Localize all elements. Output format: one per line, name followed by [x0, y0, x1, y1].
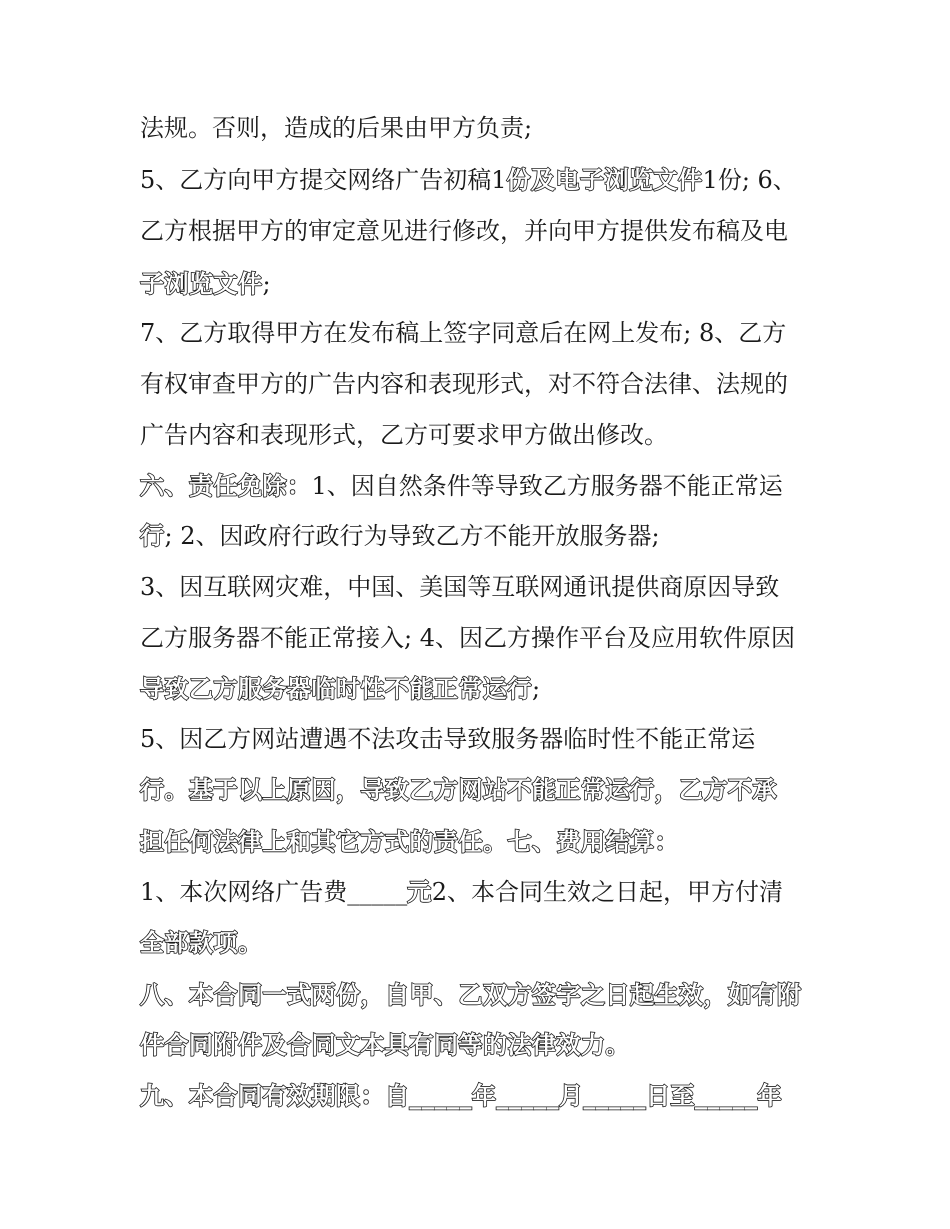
text-line: 九、本合同有效期限：自_____年_____月_____日至_____年: [140, 1082, 782, 1110]
text-line: 法规。否则，造成的后果由甲方负责;: [140, 114, 533, 142]
text-line: 1、本次网络广告费_____元2、本合同生效之日起，甲方付清: [140, 878, 784, 906]
text-line: 7、乙方取得甲方在发布稿上签字同意后在网上发布; 8、乙方: [140, 319, 787, 347]
text-line: 行。基于以上原因，导致乙方网站不能正常运行，乙方不承: [140, 776, 777, 804]
text-line: 3、因互联网灾难，中国、美国等互联网通讯提供商原因导致: [140, 573, 780, 601]
text-line: 六、责任免除：1、因自然条件等导致乙方服务器不能正常运: [140, 472, 783, 500]
text-line: 担任何法律上和其它方式的责任。七、费用结算：: [140, 828, 679, 856]
text-line: 乙方服务器不能正常接入; 4、因乙方操作平台及应用软件原因: [140, 624, 795, 652]
text-line: 导致乙方服务器临时性不能正常运行;: [140, 675, 541, 703]
text-line: 广告内容和表现形式，乙方可要求甲方做出修改。: [140, 421, 668, 449]
text-line: 5、因乙方网站遭遇不法攻击导致服务器临时性不能正常运: [140, 725, 756, 753]
text-line: 有权审查甲方的广告内容和表现形式，对不符合法律、法规的: [140, 370, 788, 398]
text-line: 八、本合同一式两份，自甲、乙双方签字之日起生效，如有附: [140, 981, 802, 1009]
text-line: 件合同附件及合同文本具有同等的法律效力。: [140, 1031, 630, 1059]
text-line: 5、乙方向甲方提交网络广告初稿1份及电子浏览文件1份; 6、: [140, 166, 797, 194]
text-line: 行; 2、因政府行政行为导致乙方不能开放服务器;: [140, 522, 660, 550]
text-line: 乙方根据甲方的审定意见进行修改，并向甲方提供发布稿及电: [140, 217, 788, 245]
text-line: 全部款项。: [140, 929, 263, 957]
text-line: 子浏览文件;: [140, 270, 271, 298]
